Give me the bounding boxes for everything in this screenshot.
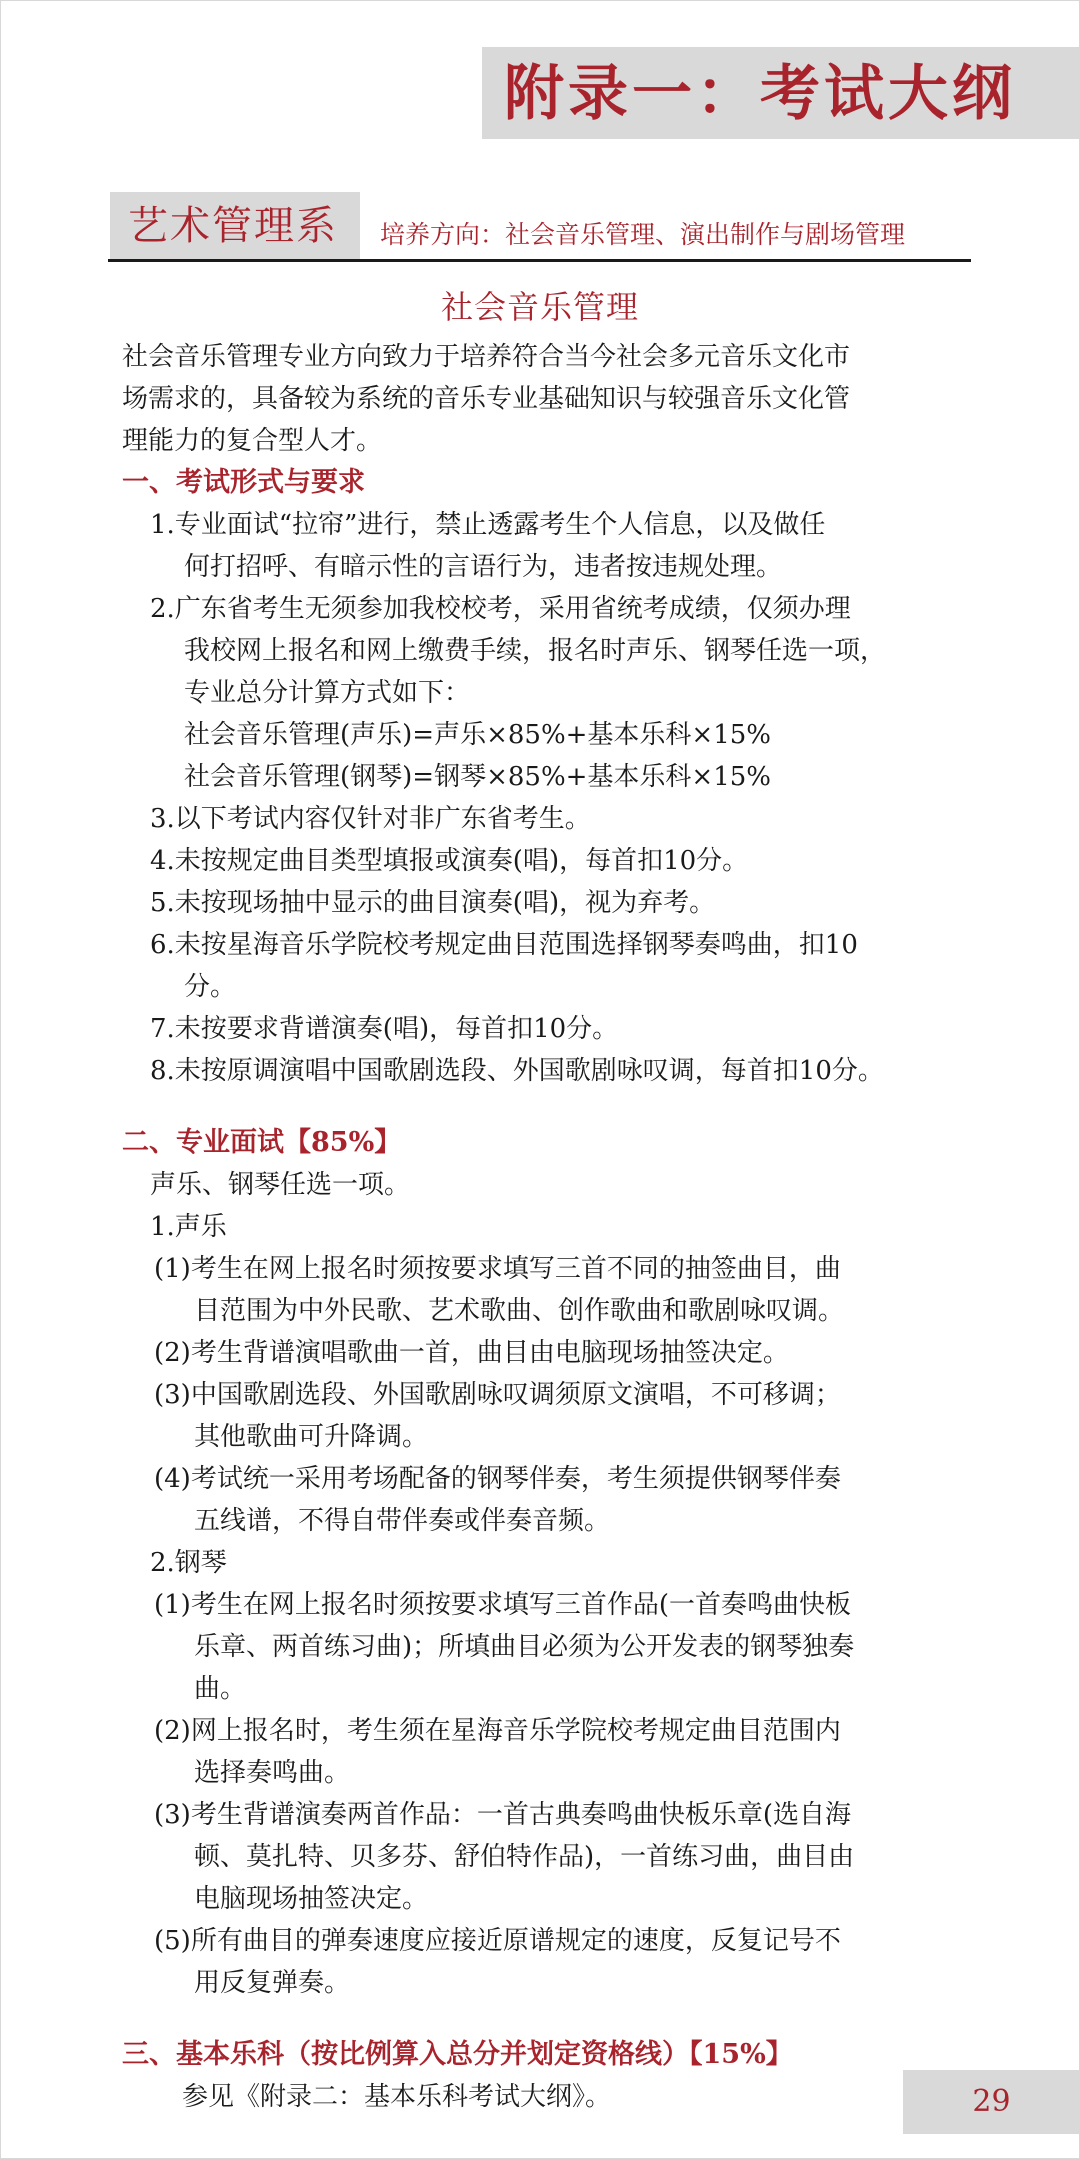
basic-music-reference: 参见《附录二：基本乐科考试大纲》。	[182, 2082, 612, 2112]
score-formula: 社会音乐管理(声乐)=声乐×85%+基本乐科×15%	[184, 720, 772, 750]
section-heading-exam-format: 一、考试形式与要求	[122, 467, 365, 498]
piano-item: (1)考生在网上报名时须按要求填写三首作品(一首奏鸣曲快板	[154, 1590, 851, 1620]
intro-line: 理能力的复合型人才。	[122, 426, 383, 456]
piano-item-continuation: 乐章、两首练习曲)；所填曲目必须为公开发表的钢琴独奏	[194, 1632, 855, 1662]
vocal-item: (2)考生背谱演唱歌曲一首，曲目由电脑现场抽签决定。	[154, 1338, 789, 1368]
major-title: 社会音乐管理	[440, 288, 639, 326]
vocal-item-continuation: 五线谱，不得自带伴奏或伴奏音频。	[194, 1506, 611, 1536]
rule-item: 4.未按规定曲目类型填报或演奏(唱)，每首扣10分。	[150, 846, 749, 876]
piano-item-continuation: 顿、莫扎特、贝多芬、舒伯特作品)，一首练习曲，曲目由	[194, 1842, 855, 1872]
piano-item-continuation: 用反复弹奏。	[194, 1968, 351, 1998]
interview-intro: 声乐、钢琴任选一项。	[150, 1170, 411, 1200]
piano-item: (5)所有曲目的弹奏速度应接近原谱规定的速度，反复记号不	[154, 1926, 841, 1956]
piano-item: (2)网上报名时，考生须在星海音乐学院校考规定曲目范围内	[154, 1716, 841, 1746]
section-heading-interview: 二、专业面试【85%】	[122, 1127, 402, 1158]
vocal-item: (4)考试统一采用考场配备的钢琴伴奏，考生须提供钢琴伴奏	[154, 1464, 841, 1494]
intro-line: 社会音乐管理专业方向致力于培养符合当今社会多元音乐文化市	[122, 342, 851, 372]
intro-line: 场需求的，具备较为系统的音乐专业基础知识与较强音乐文化管	[122, 384, 851, 414]
training-direction: 培养方向：社会音乐管理、演出制作与剧场管理	[380, 220, 906, 249]
page-number: 29	[972, 2084, 1011, 2119]
rule-item: 2.广东省考生无须参加我校校考，采用省统考成绩，仅须办理	[150, 594, 851, 624]
piano-item: (3)考生背谱演奏两首作品：一首古典奏鸣曲快板乐章(选自海	[154, 1800, 851, 1830]
rule-item-continuation: 何打招呼、有暗示性的言语行为，违者按违规处理。	[184, 552, 783, 582]
rule-item-continuation: 专业总分计算方式如下：	[184, 678, 471, 708]
piano-item-continuation: 曲。	[194, 1674, 247, 1704]
rule-item: 6.未按星海音乐学院校考规定曲目范围选择钢琴奏鸣曲，扣10	[150, 930, 858, 960]
piano-item-continuation: 选择奏鸣曲。	[194, 1758, 351, 1788]
rule-item-continuation: 分。	[184, 972, 237, 1002]
rule-item-continuation: 我校网上报名和网上缴费手续，报名时声乐、钢琴任选一项，	[184, 636, 887, 666]
piano-item-continuation: 电脑现场抽签决定。	[194, 1884, 429, 1914]
rule-item: 1.专业面试“拉帘”进行，禁止透露考生个人信息，以及做任	[150, 510, 826, 540]
rule-item: 7.未按要求背谱演奏(唱)，每首扣10分。	[150, 1014, 619, 1044]
vocal-item-continuation: 目范围为中外民歌、艺术歌曲、创作歌曲和歌剧咏叹调。	[194, 1296, 845, 1326]
piano-title: 2.钢琴	[150, 1548, 227, 1578]
score-formula: 社会音乐管理(钢琴)=钢琴×85%+基本乐科×15%	[184, 762, 772, 792]
document-body	[122, 336, 970, 2118]
rule-item: 8.未按原调演唱中国歌剧选段、外国歌剧咏叹调，每首扣10分。	[150, 1056, 884, 1086]
section-heading-basic-music: 三、基本乐科（按比例算入总分并划定资格线）【15%】	[122, 2039, 793, 2070]
appendix-title: 附录一：考试大纲	[504, 59, 1016, 129]
rule-item: 5.未按现场抽中显示的曲目演奏(唱)，视为弃考。	[150, 888, 716, 918]
header-divider	[108, 259, 971, 262]
vocal-item: (1)考生在网上报名时须按要求填写三首不同的抽签曲目，曲	[154, 1254, 841, 1284]
vocal-item-continuation: 其他歌曲可升降调。	[194, 1422, 429, 1452]
vocal-item: (3)中国歌剧选段、外国歌剧咏叹调须原文演唱，不可移调；	[154, 1380, 841, 1410]
vocal-title: 1.声乐	[150, 1212, 227, 1242]
rule-item: 3.以下考试内容仅针对非广东省考生。	[150, 804, 591, 834]
department-name: 艺术管理系	[128, 203, 338, 249]
